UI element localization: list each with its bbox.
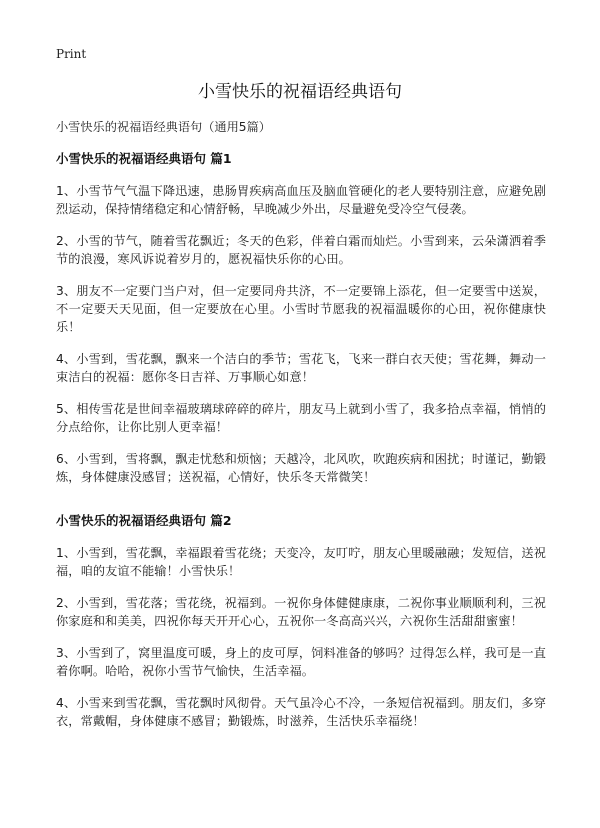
section-heading: 小雪快乐的祝福语经典语句 篇1 [56, 151, 232, 166]
paragraph: 6、小雪到，雪将飘，飘走忧愁和烦恼；天越冷，北风吹，吹跑疾病和困扰；时谨记，勤锻炼，身体健康没感冒；送祝福，心情好，快乐冬天常微笑！ [56, 452, 546, 484]
print-link[interactable]: Print [56, 47, 87, 61]
document-intro: 小雪快乐的祝福语经典语句（通用5篇） [56, 120, 271, 134]
paragraph: 2、小雪到，雪花落；雪花绕，祝福到。一祝你身体健健康康，二祝你事业顺顺利利，三祝你家庭和和美美，四祝你每天开开心心，五祝你一冬高高兴兴，六祝你生活甜甜蜜蜜！ [56, 596, 546, 628]
paragraph: 1、小雪到，雪花飘，幸福跟着雪花绕；天变冷，友叮咛，朋友心里暖融融；发短信，送祝福，咱的友谊不能输！小雪快乐！ [56, 546, 546, 578]
section-1 [56, 150, 546, 486]
section-heading: 小雪快乐的祝福语经典语句 篇2 [56, 513, 232, 528]
paragraph: 2、小雪的节气，随着雪花飘近；冬天的色彩，伴着白霜而灿烂。小雪到来，云朵潇洒着季节的浪漫，寒风诉说着岁月的，愿祝福快乐你的心田。 [56, 234, 546, 266]
section-2 [56, 512, 546, 730]
paragraph: 3、朋友不一定要门当户对，但一定要同舟共济，不一定要锦上添花，但一定要雪中送炭，不一定要天天见面，但一定要放在心里。小雪时节愿我的祝福温暖你的心田，祝你健康快乐！ [56, 284, 546, 334]
paragraph: 4、小雪来到雪花飘，雪花飘时风彻骨。天气虽冷心不冷，一条短信祝福到。朋友们，多穿衣，常戴帽，身体健康不感冒；勤锻炼，时滋养，生活快乐幸福绕！ [56, 696, 546, 728]
paragraph: 3、小雪到了，窝里温度可暖，身上的皮可厚，饲料准备的够吗？过得怎么样，我可是一直着你啊。哈哈，祝你小雪节气愉快，生活幸福。 [56, 646, 546, 678]
paragraph: 1、小雪节气气温下降迅速，患肠胃疾病高血压及脑血管硬化的老人要特别注意，应避免剧烈运动，保持情绪稳定和心情舒畅，早晚减少外出，尽量避免受冷空气侵袭。 [56, 184, 546, 216]
paragraph: 4、小雪到，雪花飘，飘来一个洁白的季节；雪花飞，飞来一群白衣天使；雪花舞，舞动一束洁白的祝福：愿你冬日吉祥、万事顺心如意！ [56, 352, 546, 384]
paragraph: 5、相传雪花是世间幸福玻璃球碎碎的碎片，朋友马上就到小雪了，我多拾点幸福，悄悄的分点给你，让你比别人更幸福！ [56, 402, 546, 434]
page-title: 小雪快乐的祝福语经典语句 [198, 82, 402, 102]
